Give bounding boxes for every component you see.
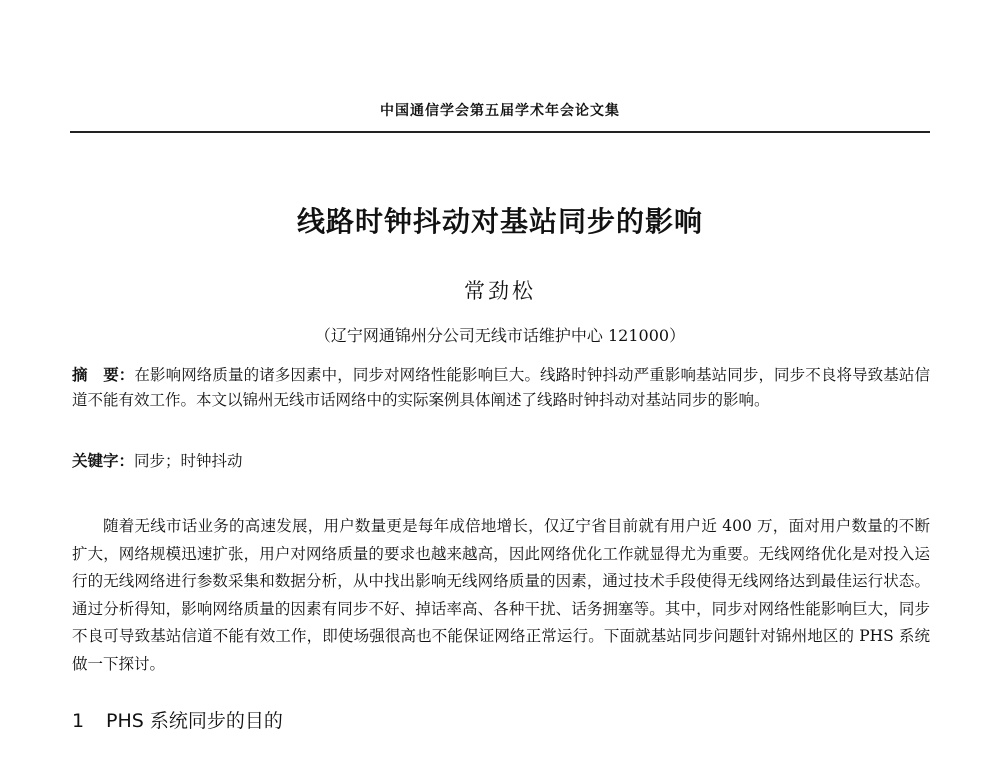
header-rule (70, 131, 930, 133)
body-paragraph: 随着无线市话业务的高速发展，用户数量更是每年成倍地增长，仅辽宁省目前就有用户近 400 万，面对用户数量的不断扩大，网络规模迅速扩张，用户对网络质量的要求也越来越高，因此网络优化工作就显得尤为重要。无线网络优化是对投入运行的无线网络进行参数采集和数据分析，从中找出影响无线网络质量的因素，通过技术手段使得无线网络达到最佳运行状态。通过分析得知，影响网络质量的因素有同步不好、掉话率高、各种干扰、话务拥塞等。其中，同步对网络性能影响巨大，同步不良可导致基站信道不能有效工作，即使场强很高也不能保证网络正常运行。下面就基站同步问题针对锦州地区的 PHS 系统做一下探讨。 (72, 517, 930, 673)
keywords-label: 关键字： (72, 451, 135, 470)
section-heading (72, 706, 930, 733)
keywords-text: 同步；时钟抖动 (134, 452, 243, 470)
keywords (72, 448, 930, 474)
abstract (72, 362, 930, 413)
abstract-text: 在影响网络质量的诸多因素中，同步对网络性能影响巨大。线路时钟抖动严重影响基站同步，同步不良将导致基站信道不能有效工作。本文以锦州无线市话网络中的实际案例具体阐述了线路时钟抖动对基站同步的影响。 (72, 366, 930, 409)
section-number: 1 (72, 710, 85, 732)
section-title: PHS 系统同步的目的 (106, 710, 283, 732)
paper-title: 线路时钟抖动对基站同步的影响 (296, 205, 703, 238)
author-affiliation: （辽宁网通锦州分公司无线市话维护中心 121000） (314, 326, 686, 345)
abstract-label: 摘 要： (72, 365, 135, 384)
running-header: 中国通信学会第五届学术年会论文集 (380, 103, 620, 119)
paper-author: 常劲松 (464, 279, 536, 303)
